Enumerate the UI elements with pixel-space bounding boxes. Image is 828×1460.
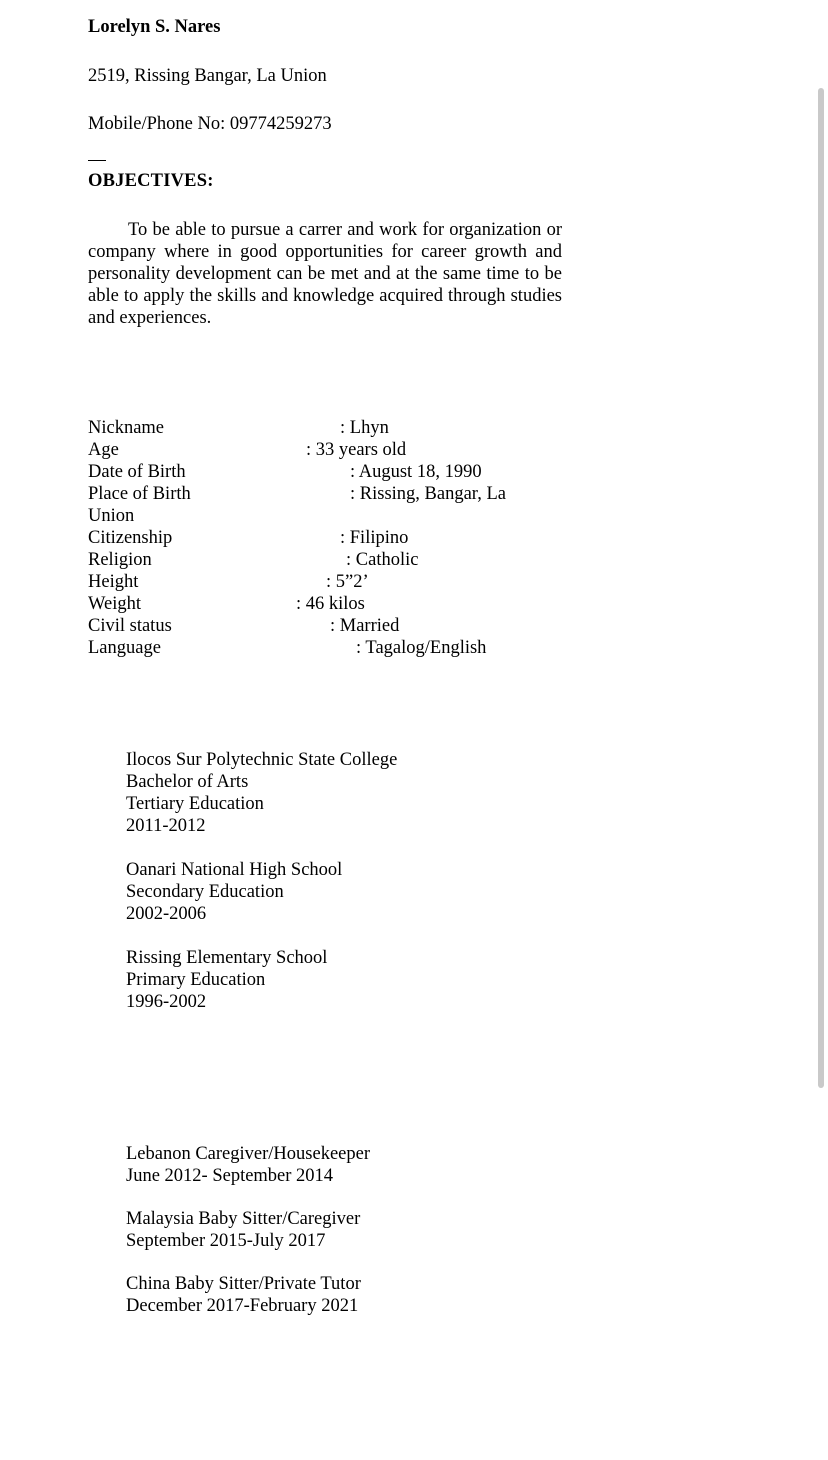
- education-years: 2011-2012: [126, 815, 206, 836]
- personal-info-label: Height: [88, 571, 139, 592]
- personal-info-row: [88, 615, 562, 637]
- work-position: Lebanon Caregiver/Housekeeper: [126, 1143, 370, 1164]
- personal-info-label: Date of Birth: [88, 461, 186, 482]
- personal-info-value-continued: Union: [88, 505, 135, 526]
- personal-info-label: Civil status: [88, 615, 172, 636]
- personal-info-value: : 33 years old: [306, 439, 407, 460]
- personal-information-list: [88, 417, 562, 659]
- personal-info-label: Age: [88, 439, 119, 460]
- applicant-name: Lorelyn S. Nares: [88, 17, 221, 37]
- personal-info-value: : 5”2’: [326, 571, 369, 592]
- education-years: 1996-2002: [126, 991, 207, 1012]
- objectives-heading: OBJECTIVES:: [88, 171, 214, 191]
- personal-info-label: Place of Birth: [88, 483, 191, 504]
- personal-info-row: [88, 593, 562, 615]
- work-entry: [126, 1208, 688, 1252]
- education-years: 2002-2006: [126, 903, 207, 924]
- personal-info-label: Weight: [88, 593, 141, 614]
- personal-info-label: Nickname: [88, 417, 165, 438]
- personal-info-value: : Married: [330, 615, 400, 636]
- work-dates: June 2012- September 2014: [126, 1165, 334, 1186]
- education-entry: [126, 749, 688, 837]
- applicant-address: 2519, Rissing Bangar, La Union: [88, 65, 327, 86]
- personal-info-value: : Rissing, Bangar, La: [350, 483, 506, 504]
- scrollbar-thumb[interactable]: [818, 88, 824, 1088]
- applicant-phone: Mobile/Phone No: 09774259273: [88, 114, 332, 134]
- work-dates: December 2017-February 2021: [126, 1295, 359, 1316]
- personal-info-label: Religion: [88, 549, 152, 570]
- education-section: [88, 749, 688, 1013]
- personal-info-value: : Tagalog/English: [356, 637, 487, 658]
- personal-info-row: [88, 527, 562, 549]
- resume-body: [88, 0, 688, 1317]
- education-entry: [126, 947, 688, 1013]
- education-school: Oanari National High School: [126, 859, 343, 880]
- personal-info-value: : 46 kilos: [296, 593, 365, 614]
- personal-info-value: : August 18, 1990: [350, 461, 482, 482]
- personal-info-row: [88, 549, 562, 571]
- education-school: Rissing Elementary School: [126, 947, 328, 968]
- personal-info-row: [88, 439, 562, 461]
- personal-info-value: : Filipino: [340, 527, 409, 548]
- work-entry: [126, 1273, 688, 1317]
- scrollbar[interactable]: [814, 0, 828, 1460]
- work-experience-section: [88, 1143, 688, 1317]
- personal-info-row: [88, 417, 562, 439]
- divider-rule: [88, 160, 106, 162]
- personal-info-value: : Lhyn: [340, 417, 389, 438]
- personal-info-row: [88, 637, 562, 659]
- personal-info-row: [88, 483, 562, 505]
- work-dates: September 2015-July 2017: [126, 1230, 326, 1251]
- personal-info-label: Language: [88, 637, 161, 658]
- work-position: Malaysia Baby Sitter/Caregiver: [126, 1208, 361, 1229]
- personal-info-label: Citizenship: [88, 527, 173, 548]
- personal-info-value: : Catholic: [346, 549, 419, 570]
- education-level: Tertiary Education: [126, 793, 264, 814]
- education-school: Ilocos Sur Polytechnic State College: [126, 749, 398, 770]
- work-position: China Baby Sitter/Private Tutor: [126, 1273, 361, 1294]
- education-level: Primary Education: [126, 969, 266, 990]
- education-level: Secondary Education: [126, 881, 284, 902]
- objectives-text: To be able to pursue a carrer and work for organization or company where in good opportunities for career growth and personality development can be met and at the same time to be able to apply the skills and knowledge acquired through studies and experiences.: [88, 219, 562, 328]
- personal-info-row: [88, 571, 562, 593]
- work-entry: [126, 1143, 688, 1187]
- education-entry: [126, 859, 688, 925]
- education-degree: Bachelor of Arts: [126, 771, 249, 792]
- personal-info-row: [88, 461, 562, 483]
